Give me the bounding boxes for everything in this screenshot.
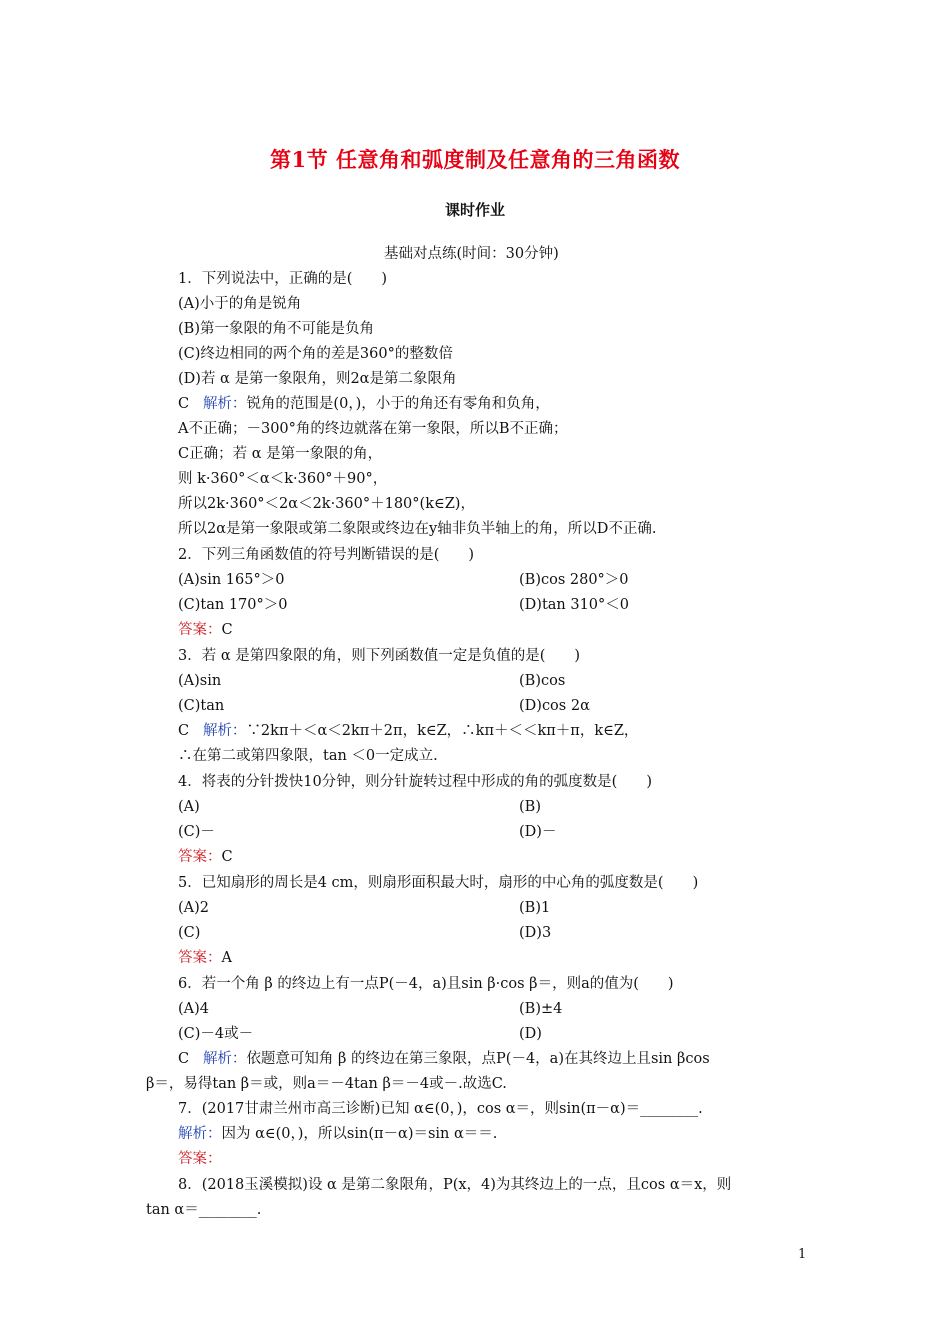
q3-option-c: (C)tan bbox=[178, 698, 225, 714]
q7-stem: 7．(2017甘肃兰州市高三诊断)已知 α∈(0，)，cos α＝，则sin(π－α)＝________. bbox=[178, 1101, 703, 1117]
q4-option-a: (A) bbox=[178, 799, 200, 815]
q1-option-d: (D)若 α 是第一象限角，则2α是第二象限角 bbox=[178, 371, 457, 387]
q2-answer-value: C bbox=[221, 622, 233, 638]
q4-option-d: (D)－ bbox=[519, 824, 557, 840]
q6-stem: 6．若一个角 β 的终边上有一点P(－4，a)且sin β·cos β＝，则a的值为( ) bbox=[178, 976, 674, 992]
q2-option-d: (D)tan 310°＜0 bbox=[519, 597, 630, 613]
q7-analysis-label: 解析： bbox=[178, 1126, 222, 1142]
q1-analysis-4: 则 k·360°＜α＜k·360°＋90°， bbox=[178, 471, 388, 487]
q6-option-c: (C)－4或－ bbox=[178, 1026, 254, 1042]
q3-analysis-2: ∴在第二或第四象限，tan ＜0一定成立. bbox=[178, 748, 438, 764]
q7-analysis-line bbox=[178, 1124, 497, 1144]
q2-answer bbox=[178, 620, 233, 640]
q3-option-b: (B)cos bbox=[519, 673, 566, 689]
q6-analysis-text: 依题意可知角 β 的终边在第三象限，点P(－4，a)在其终边上且sin βcos bbox=[246, 1051, 710, 1067]
q4-stem: 4．将表的分针拨快10分钟，则分针旋转过程中形成的角的弧度数是( ) bbox=[178, 774, 652, 790]
q1-analysis-2: A不正确；－300°角的终边就落在第一象限，所以B不正确； bbox=[178, 421, 568, 437]
q1-option-b: (B)第一象限的角不可能是负角 bbox=[178, 321, 374, 337]
q5-option-d: (D)3 bbox=[519, 925, 552, 941]
q1-option-c: (C)终边相同的两个角的差是360°的整数倍 bbox=[178, 346, 453, 362]
q4-answer-label: 答案： bbox=[178, 849, 222, 865]
q5-stem: 5．已知扇形的周长是4 cm，则扇形面积最大时，扇形的中心角的弧度数是( ) bbox=[178, 875, 699, 891]
q2-option-b: (B)cos 280°＞0 bbox=[519, 572, 629, 588]
q5-answer bbox=[178, 948, 232, 968]
q3-stem: 3．若 α 是第四象限的角，则下列函数值一定是负值的是( ) bbox=[178, 648, 581, 664]
q1-analysis-6: 所以2α是第一象限或第二象限或终边在y轴非负半轴上的角，所以D不正确. bbox=[178, 521, 657, 537]
q1-analysis-3: C正确；若 α 是第一象限的角， bbox=[178, 446, 383, 462]
q5-answer-value: A bbox=[221, 950, 232, 966]
q1-analysis-label: 解析： bbox=[202, 396, 247, 412]
q3-analysis-text: ∵2kπ＋＜α＜2kπ＋2π，k∈Z，∴kπ＋＜＜kπ＋π，k∈Z， bbox=[246, 723, 639, 739]
q1-analysis-5: 所以2k·360°＜2α＜2k·360°＋180°(k∈Z)， bbox=[178, 496, 475, 512]
q6-option-d: (D) bbox=[519, 1026, 542, 1042]
q2-answer-label: 答案： bbox=[178, 622, 222, 638]
q5-answer-label: 答案： bbox=[178, 950, 222, 966]
page-title: 第1节 任意角和弧度制及任意角的三角函数 bbox=[270, 147, 680, 172]
q1-option-a: (A)小于的角是锐角 bbox=[178, 296, 302, 312]
q7-answer bbox=[178, 1149, 222, 1169]
q2-stem: 2．下列三角函数值的符号判断错误的是( ) bbox=[178, 547, 475, 563]
q3-analysis-label: 解析： bbox=[202, 723, 247, 739]
q4-option-c: (C)－ bbox=[178, 824, 215, 840]
q7-analysis-text: 因为 α∈(0，)，所以sin(π－α)＝sin α＝＝. bbox=[221, 1126, 498, 1142]
q3-analysis-line bbox=[178, 721, 638, 741]
q8-stem-2: tan α＝________. bbox=[146, 1202, 262, 1218]
q6-option-a: (A)4 bbox=[178, 1001, 210, 1017]
q1-answer-letter: C bbox=[178, 396, 190, 412]
q6-analysis-line bbox=[178, 1049, 710, 1069]
page-subtitle: 课时作业 bbox=[444, 201, 505, 219]
q6-answer-letter: C bbox=[178, 1051, 190, 1067]
q3-answer-letter: C bbox=[178, 723, 190, 739]
q4-answer-value: C bbox=[221, 849, 233, 865]
q1-analysis-line bbox=[178, 394, 550, 414]
q8-stem: 8．(2018玉溪模拟)设 α 是第二象限角，P(x，4)为其终边上的一点，且cos α＝x，则 bbox=[178, 1177, 732, 1193]
q1-analysis-text: 锐角的范围是(0，)，小于的角还有零角和负角， bbox=[246, 396, 550, 412]
q3-option-a: (A)sin bbox=[178, 673, 222, 689]
q7-answer-label: 答案： bbox=[178, 1151, 222, 1167]
q5-option-c: (C) bbox=[178, 925, 201, 941]
page-number: 1 bbox=[798, 1247, 807, 1262]
q2-option-a: (A)sin 165°＞0 bbox=[178, 572, 285, 588]
q6-option-b: (B)±4 bbox=[519, 1001, 563, 1017]
section-heading: 基础对点练(时间：30分钟) bbox=[384, 246, 559, 262]
q5-option-b: (B)1 bbox=[519, 900, 551, 916]
q3-option-d: (D)cos 2α bbox=[519, 698, 590, 714]
q5-option-a: (A)2 bbox=[178, 900, 210, 916]
q4-answer bbox=[178, 847, 233, 867]
q6-analysis-label: 解析： bbox=[202, 1051, 247, 1067]
q4-option-b: (B) bbox=[519, 799, 541, 815]
q2-option-c: (C)tan 170°＞0 bbox=[178, 597, 288, 613]
q6-analysis-2: β＝，易得tan β＝或，则a＝－4tan β＝－4或－.故选C. bbox=[146, 1076, 507, 1092]
q1-stem: 1．下列说法中，正确的是( ) bbox=[178, 271, 388, 287]
